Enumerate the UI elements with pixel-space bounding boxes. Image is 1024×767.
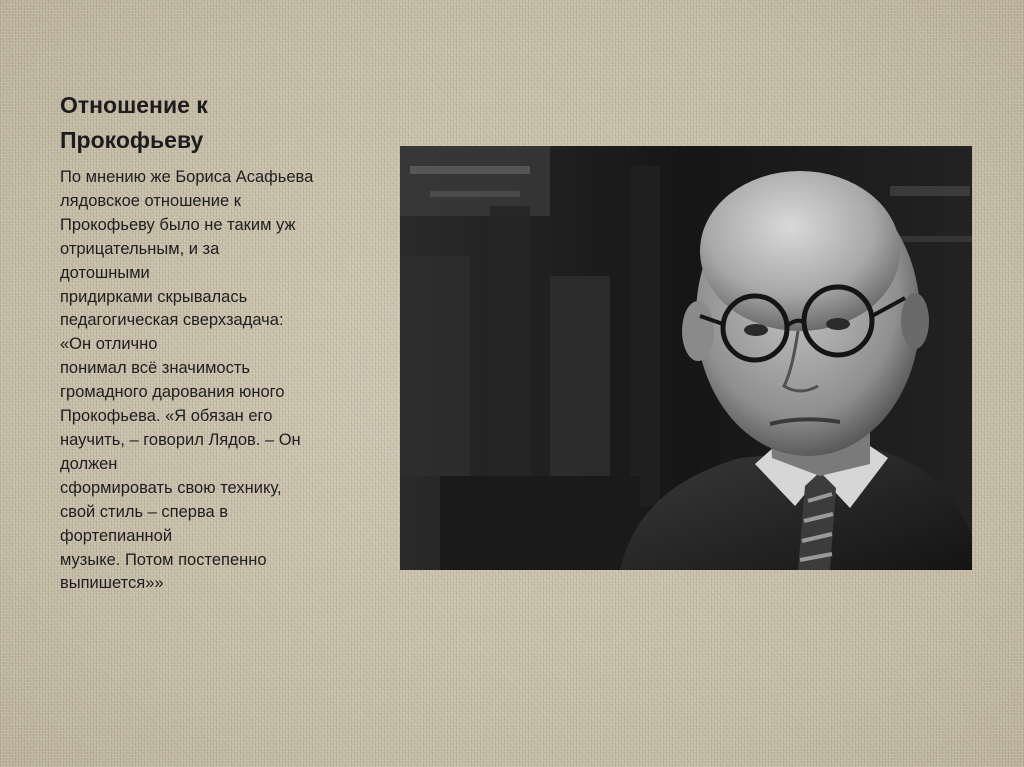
portrait-illustration — [400, 146, 972, 570]
portrait-photo — [400, 146, 972, 570]
slide-title: Отношение к Прокофьеву — [60, 92, 208, 153]
slide-body-text: По мнению же Бориса Асафьева лядовское отношение к Прокофьеву было не таким уж отрицательным, и за дотошными придирками скрывалась педагогическая сверхзадача: «Он отлично понимал всё значимость громадного дарования юного Прокофьева. «Я обязан его научить, – говорил Лядов. – Он должен сформировать свою технику, свой стиль – сперва в фортепианной музыке. Потом постепенно выпишется»» — [60, 168, 314, 593]
